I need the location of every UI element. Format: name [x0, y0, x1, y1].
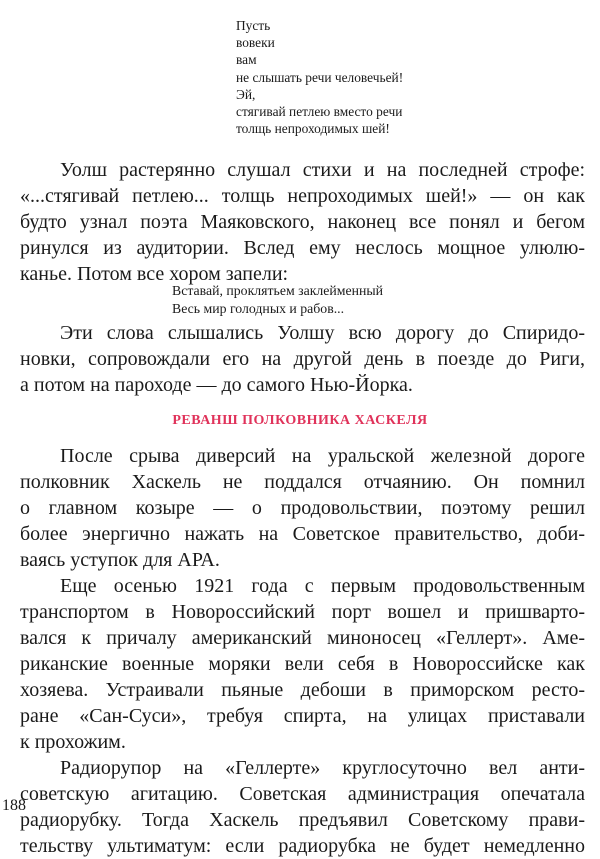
text-line: более энергично нажать на Советское правительство, доби- — [20, 523, 585, 545]
text-line: радиорубку. Тогда Хаскель предъявил Советскому прави- — [20, 809, 585, 831]
paragraph-haskell — [20, 443, 585, 859]
text-line: Радиорупор на «Геллерте» круглосуточно вел анти- — [60, 757, 585, 779]
poem-line: вовеки — [236, 35, 275, 51]
section-heading: РЕВАНШ ПОЛКОВНИКА ХАСКЕЛЯ — [172, 413, 428, 428]
text-line: полковник Хаскель не поддался отчаянию. Он помнил — [20, 471, 585, 493]
poem-stanza-internationale — [172, 282, 383, 318]
text-line: а потом на пароходе — до самого Нью-Йорка. — [20, 374, 413, 396]
page-number: 188 — [2, 797, 26, 814]
poem-line: стягивай петлею вместо речи — [236, 104, 403, 120]
poem-line: Эй, — [236, 86, 256, 102]
text-line: хозяева. Устраивали пьяные дебоши в приморском ресто- — [20, 679, 585, 701]
text-line: будто узнал поэта Маяковского, наконец все понял и бегом — [20, 211, 585, 233]
text-line: транспортом в Новороссийский порт вошел и пришварто- — [20, 601, 585, 623]
text-line: к прохожим. — [20, 731, 126, 753]
poem-stanza-top — [236, 17, 403, 137]
text-line: ваясь уступок для АРА. — [20, 549, 220, 571]
text-line: вался к причалу американский миноносец «Геллерт». Аме- — [20, 627, 585, 649]
poem-line: толщь непроходимых шей! — [236, 121, 390, 137]
text-line: ране «Сан-Суси», требуя спирта, на улицах приставали — [20, 705, 585, 727]
text-line: Уолш растерянно слушал стихи и на последней строфе: — [60, 159, 585, 181]
text-line: Эти слова слышались Уолшу всю дорогу до Спиридо- — [60, 322, 585, 344]
paragraph-walsh-journey — [20, 320, 585, 398]
poem-line: Вставай, проклятьем заклейменный — [172, 283, 384, 298]
text-line: новки, сопровождали его на другой день в поезде до Риги, — [20, 348, 585, 370]
text-line: канье. Потом все хором запели: — [20, 263, 289, 285]
text-line: риканские военные моряки вели себя в Новороссийске как — [20, 653, 585, 675]
text-line: тельству ультиматум: если радиорубка не будет немедленно — [20, 835, 585, 857]
text-line: После срыва диверсий на уральской железной дороге — [60, 445, 585, 467]
text-line: ринулся из аудитории. Вслед ему неслось мощное улюлю- — [20, 237, 585, 259]
text-line: о главном козыре — о продовольствии, поэтому решил — [20, 497, 585, 519]
text-line: советскую агитацию. Советская администрация опечатала — [20, 783, 585, 805]
paragraph-walsh-listening — [20, 157, 585, 287]
poem-line: вам — [236, 52, 257, 68]
poem-line: Весь мир голодных и рабов... — [172, 301, 345, 316]
text-line: «...стягивай петлею... толщь непроходимых шей!» — он как — [20, 185, 585, 207]
poem-line: Пусть — [236, 18, 271, 33]
poem-line: не слышать речи человечьей! — [236, 69, 404, 85]
text-line: Еще осенью 1921 года с первым продовольственным — [60, 575, 585, 597]
